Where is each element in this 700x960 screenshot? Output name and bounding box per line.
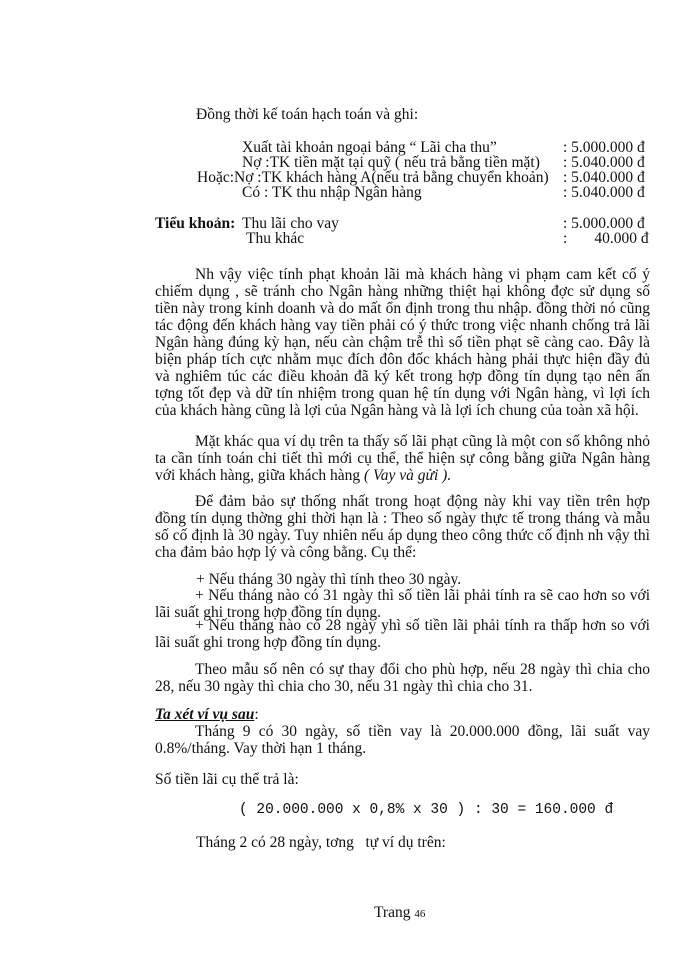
paragraph-4-text: Theo mẫu số nên có sự thay đổi cho phù hợp, nếu 28 ngày thì chia cho 28, nếu 30 ngày thì chia cho 30, nếu 31 ngày thì chia cho 31. [155,661,650,695]
formula: ( 20.000.000 x 0,8% x 30 ) : 30 = 160.000 đ [239,802,614,818]
paragraph-1 [155,266,650,419]
paragraph-7: Tháng 2 có 28 ngày, tơng tự ví dụ trên: [196,834,446,851]
footer-label: Trang [374,904,411,921]
paragraph-5-text: Tháng 9 có 30 ngày, số tiền vay là 20.000.000 đồng, lãi suất vay 0.8%/tháng. Vay thời hạn 1 tháng. [155,723,650,757]
intro-text: Đồng thời kế toán hạch toán và ghi: [196,106,419,123]
entry-label-2: Nợ :TK tiền mặt tại quỹ ( nếu trả bằng tiền mặt) [242,154,540,171]
paragraph-6: Số tiền lãi cụ thể trả là: [155,771,299,788]
entry-label-4: Có : TK thu nhập Ngân hàng [242,184,422,201]
bullet-2 [155,587,650,621]
bullet-3 [155,617,650,651]
entry-amount-4: : 5.040.000 đ [563,184,645,201]
entry-amount-3: : 5.040.000 đ [563,169,645,186]
paragraph-3 [155,493,650,561]
page-number: 46 [414,908,426,920]
entry-amount-1: : 5.000.000 đ [563,139,645,156]
tieu-khoan-row2-label: Thu khác [246,230,305,247]
bullet-1: + Nếu tháng 30 ngày thì tính theo 30 ngày. [196,571,462,588]
entry-label-3: Hoặc:Nợ :TK khách hàng A(nếu trả bằng chuyển khoản) [197,169,549,186]
example-heading [155,706,259,723]
tieu-khoan-row1-label: Thu lãi cho vay [242,215,339,232]
paragraph-2-text: Mặt khác qua ví dụ trên ta thấy số lãi phạt cũng là một con số không nhỏ ta cần tính toán chi tiết thì mới cụ thể, thể hiện sự công bằng giữa Ngân hàng với khách hàng, giữa khách hàng [155,433,650,484]
tieu-khoan-row2-amount: : 40.000 đ [563,230,649,247]
entry-amount-2: : 5.040.000 đ [563,154,645,171]
tieu-khoan-heading: Tiểu khoản: [155,215,236,232]
tieu-khoan-row1-amount: : 5.000.000 đ [563,215,645,232]
paragraph-2 [155,433,650,484]
paragraph-4 [155,661,650,695]
paragraph-1-text: Nh vậy việc tính phạt khoản lãi mà khách hàng vi phạm cam kết cố ý chiếm dụng , sẽ tránh cho Ngân hàng những thiệt hại không đợc sử dụng số tiền này trong kinh doanh và do mất ổn định trong thu nhập. đồng thời nó cũng tác động đến khách hàng vay tiền phải có ý thức trong việc nhanh chống trả lãi Ngân hàng đúng kỳ hạn, nếu càn chậm trễ thì số tiền phạt sẽ càng cao. Đây là biện pháp tích cực nhằm mục đích đôn đốc khách hàng phải thực hiện đầy đủ và nghiêm túc các điều khoản đã ký kết trong hợp đồng tín dụng tạo nên ấn tợng tốt đẹp và dữ tín nhiệm trong quan hệ tín dụng với Ngân hàng, vì lợi ích của khách hàng cũng là lợi của Ngân hàng và là lợi ích chung của toàn xã hội. [155,266,650,419]
example-heading-text: Ta xét ví vụ sau [155,706,255,723]
example-heading-colon: : [254,706,259,723]
page-footer [374,904,425,922]
bullet-3-text: + Nếu tháng nào có 28 ngày yhì số tiền lãi phải tính ra thấp hơn so với lãi suất ghi trong hợp đồng tín dụng. [155,617,650,651]
paragraph-3-text: Để đảm bảo sự thống nhất trong hoạt động này khi vay tiền trên hợp đồng tín dụng thờng ghi thời hạn là : Theo số ngày thực tế trong tháng và mẫu số cố định là 30 ngày. Tuy nhiên nếu áp dụng theo công thức cố định nh vậy thì cha đảm bảo hợp lý và công bằng. Cụ thể: [155,493,650,561]
bullet-2-text: + Nếu tháng nào có 31 ngày thì số tiền lãi phải tính ra sẽ cao hơn so với lãi suất ghi trong hợp đồng tín dụng. [155,587,650,621]
paragraph-2-italic: ( Vay và gửi ). [364,467,452,484]
paragraph-5 [155,723,650,757]
entry-label-1: Xuất tài khoản ngoại bảng “ Lãi cha thu” [242,139,497,156]
